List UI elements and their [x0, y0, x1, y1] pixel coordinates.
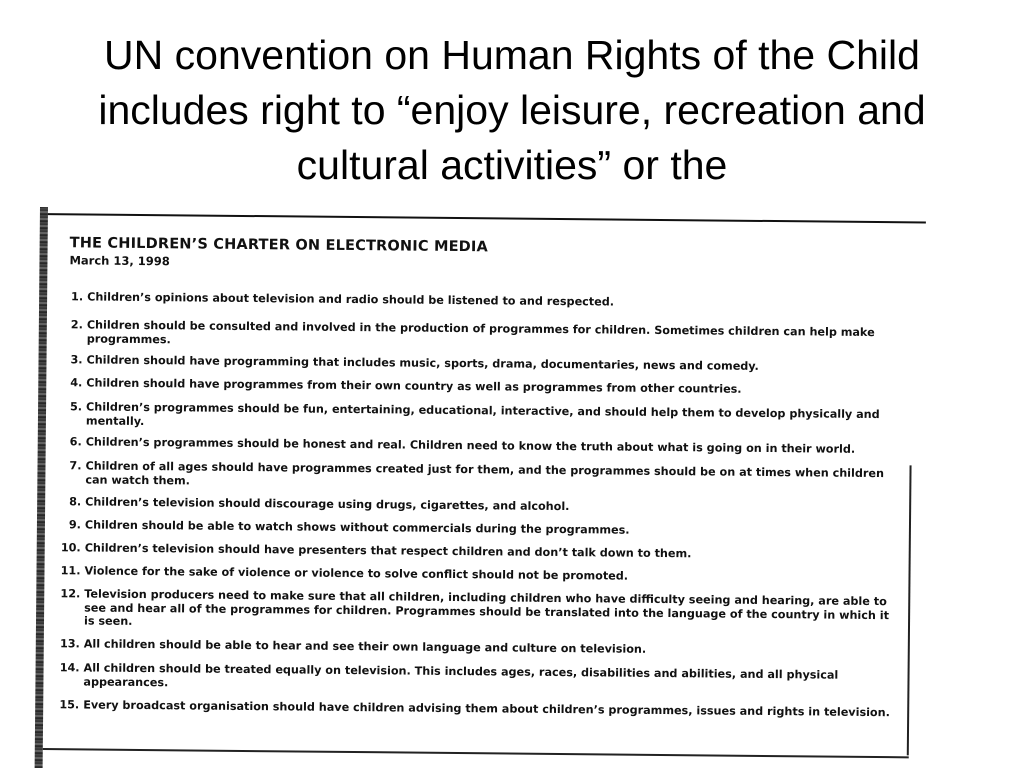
- slide-title: UN convention on Human Rights of the Child includes right to “enjoy leisure, recreation and cultural activities” or the: [98, 32, 926, 188]
- charter-item-9: [57, 518, 899, 540]
- item-text: Children’s opinions about television and radio should be listened to and respected.: [87, 290, 615, 309]
- charter-title: THE CHILDREN’S CHARTER ON ELECTRONIC MEDIA: [69, 235, 489, 256]
- item-text: Every broadcast organisation should have children advising them about children’s programmes, issues and rights in television.: [83, 698, 890, 720]
- item-text: Television producers need to make sure that all children, including children who have difficulty seeing and hearing, are able to see and hear all of the programmes for children. Programmes should be translated into the language of the country in which it is seen.: [83, 587, 890, 628]
- item-number: 10.: [60, 541, 81, 555]
- charter-item-6: [58, 435, 900, 457]
- item-number: 2.: [70, 318, 83, 332]
- item-text: Children should have programmes from their own country as well as programmes from other countries.: [86, 376, 742, 396]
- item-text: Children’s programmes should be honest and real. Children need to know the truth about what is going on in their world.: [85, 435, 856, 456]
- charter-item-3: [58, 353, 900, 375]
- charter-item-12: [56, 587, 898, 636]
- charter-item-8: [57, 495, 899, 517]
- item-text: Children should be able to watch shows without commercials during the programmes.: [84, 518, 630, 537]
- item-text: Children of all ages should have programmes created just for them, and the programmes should be on at times when children can watch them.: [85, 459, 885, 487]
- item-number: 13.: [59, 637, 80, 651]
- scanned-charter-document: [35, 207, 926, 768]
- item-number: 6.: [69, 435, 82, 449]
- item-number: 1.: [71, 290, 84, 304]
- item-number: 3.: [70, 353, 83, 367]
- item-text: All children should be treated equally on television. This includes ages, races, disabilities and abilities, and all physical appearances.: [83, 661, 839, 689]
- charter-item-11: [56, 564, 898, 586]
- item-text: Violence for the sake of violence or violence to solve conflict should not be promoted.: [84, 564, 629, 583]
- item-number: 11.: [60, 564, 81, 578]
- charter-item-7: [57, 459, 899, 494]
- charter-item-10: [57, 541, 899, 563]
- item-number: 12.: [60, 587, 81, 601]
- item-number: 15.: [59, 698, 80, 712]
- charter-item-13: [56, 637, 898, 659]
- item-number: 7.: [69, 459, 82, 473]
- item-text: All children should be able to hear and see their own language and culture on television.: [83, 637, 647, 656]
- charter-list: [35, 207, 926, 768]
- charter-item-4: [58, 376, 900, 398]
- item-number: 8.: [69, 495, 82, 509]
- item-number: 9.: [68, 518, 82, 532]
- charter-item-5: [58, 400, 900, 435]
- charter-item-15: [55, 698, 897, 720]
- item-text: Children’s programmes should be fun, entertaining, educational, interactive, and should help them to develop physically and mentally.: [85, 400, 880, 428]
- item-number: 4.: [70, 376, 83, 390]
- item-text: Children’s television should discourage using drugs, cigarettes, and alcohol.: [85, 495, 570, 514]
- item-number: 5.: [69, 400, 83, 414]
- item-text: Children should be consulted and involved in the production of programmes for children. Sometimes children can help make programmes.: [86, 318, 875, 346]
- charter-item-2: [59, 318, 901, 353]
- item-text: Children’s television should have presenters that respect children and don’t talk down to them.: [84, 541, 692, 561]
- item-text: Children should have programming that includes music, sports, drama, documentaries, news and comedy.: [86, 353, 759, 373]
- charter-item-14: [55, 661, 897, 696]
- charter-date: March 13, 1998: [69, 253, 170, 269]
- charter-item-1: [59, 290, 901, 312]
- item-number: 14.: [59, 661, 80, 675]
